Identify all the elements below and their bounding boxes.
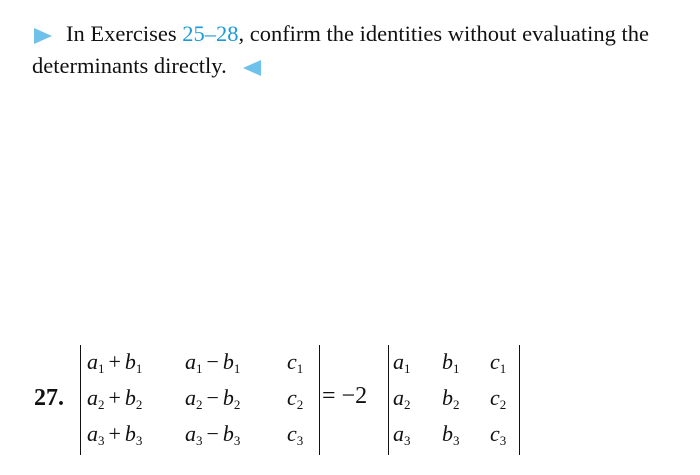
right-determinant: [388, 345, 520, 455]
exercise-number: 27.: [34, 385, 64, 411]
triangle-left-icon: [243, 60, 261, 76]
matrix-cell: $a_3 - b_3$: [185, 421, 241, 448]
left-determinant: [80, 345, 320, 455]
matrix-cell: $c_2$: [490, 385, 507, 412]
exercise-range-link[interactable]: 25–28: [182, 21, 239, 46]
matrix-cell: $c_1$: [287, 349, 304, 376]
matrix-cell: $b_3$: [442, 421, 460, 448]
triangle-right-icon: [34, 28, 52, 44]
matrix-cell: $a_2 + b_2$: [87, 385, 143, 412]
matrix-cell: $a_2 - b_2$: [185, 385, 241, 412]
matrix-cell: $a_1$: [393, 349, 411, 376]
matrix-cell: $c_2$: [287, 385, 304, 412]
matrix-cell: $b_2$: [442, 385, 460, 412]
matrix-cell: $a_1 - b_1$: [185, 349, 241, 376]
matrix-cell: $c_3$: [287, 421, 304, 448]
matrix-cell: $b_1$: [442, 349, 460, 376]
equals-sign: = −2: [322, 383, 368, 409]
instructions-text-after: , confirm the identities without evaluating the determinants directly.: [32, 21, 649, 78]
matrix-cell: $a_1 + b_1$: [87, 349, 143, 376]
matrix-cell: $a_2$: [393, 385, 411, 412]
matrix-cell: $a_3$: [393, 421, 411, 448]
matrix-cell: $c_3$: [490, 421, 507, 448]
matrix-cell: $a_3 + b_3$: [87, 421, 143, 448]
instructions-text-before: In Exercises: [66, 21, 183, 46]
exercise-instructions: [32, 18, 692, 82]
matrix-cell: $c_1$: [490, 349, 507, 376]
